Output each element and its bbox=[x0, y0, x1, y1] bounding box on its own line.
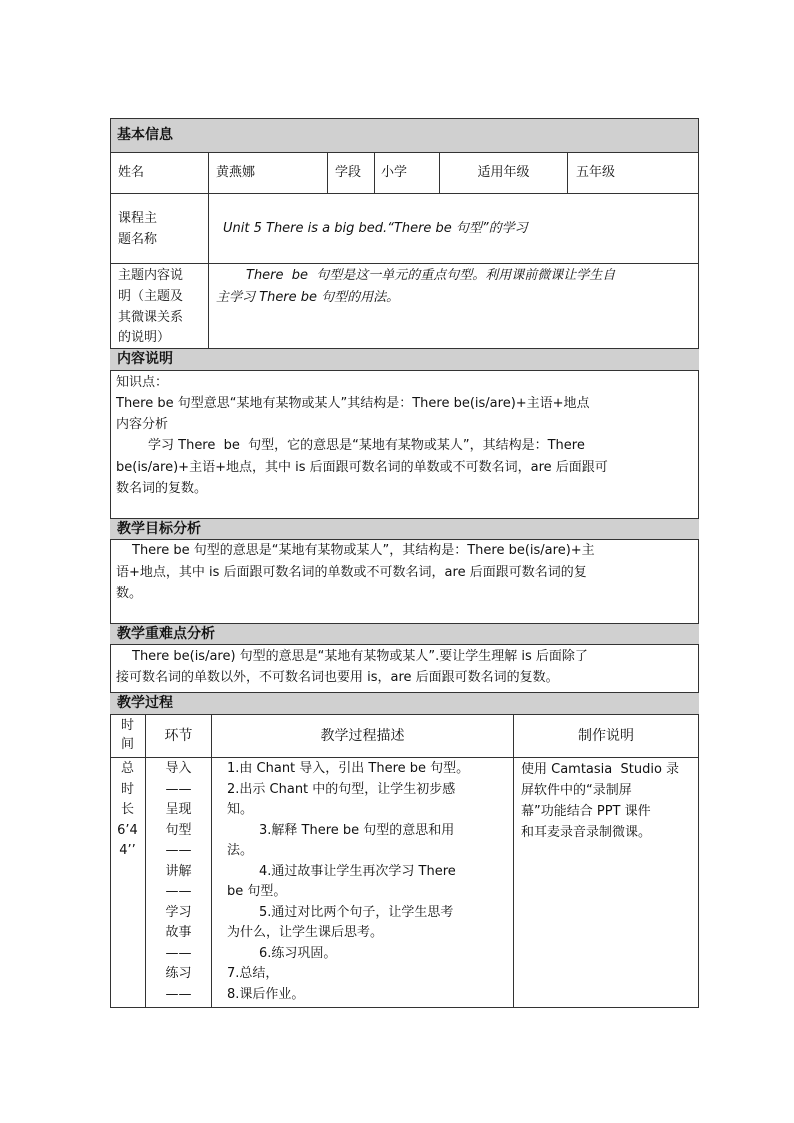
topic-label-line1: 课程主 bbox=[118, 211, 158, 226]
time-column bbox=[110, 759, 145, 862]
keypoints-line1: There be(is/are) 句型的意思是“某地有某物或某人”.要让学生理解 is 后面除了 bbox=[132, 649, 588, 664]
time-char: 总 bbox=[120, 761, 134, 776]
col-time-char-1: 时 bbox=[120, 718, 134, 733]
keypoints-line2: 接可数名词的单数以外，不可数名词也要用 is，are 后面跟可数名词的复数。 bbox=[116, 670, 559, 685]
basic-info-header: 基本信息 bbox=[110, 118, 699, 152]
col-time-char-2: 间 bbox=[120, 737, 134, 752]
knowledge-title: 知识点： bbox=[116, 375, 169, 390]
grade-value: 五年级 bbox=[576, 165, 616, 180]
time-char: 时 bbox=[120, 781, 134, 797]
stage-item: —— bbox=[165, 986, 192, 1002]
col-stage-header: 环节 bbox=[164, 728, 193, 744]
desc-label-line4: 的说明） bbox=[118, 330, 171, 345]
stage-item: 导入 bbox=[165, 761, 192, 776]
name-value: 黄燕娜 bbox=[216, 165, 256, 180]
time-char: 长 bbox=[120, 802, 134, 817]
stage-item: —— bbox=[165, 843, 192, 858]
analysis-line1: 学习 There be 句型，它的意思是“某地有某物或某人”，其结构是：There bbox=[148, 438, 585, 453]
note-line: 屏软件中的“录制屏 bbox=[521, 783, 632, 798]
col-desc-header: 教学过程描述 bbox=[320, 728, 405, 744]
grade-label: 适用年级 bbox=[477, 165, 530, 180]
analysis-title: 内容分析 bbox=[116, 417, 169, 432]
desc-line: 知。 bbox=[227, 802, 254, 817]
stage-item: —— bbox=[165, 945, 192, 961]
stage-item: 句型 bbox=[165, 822, 192, 838]
knowledge-line: There be 句型意思“某地有某物或某人”其结构是：There be(is/are)+主语+地点 bbox=[116, 396, 590, 411]
desc-column bbox=[227, 759, 507, 1005]
analysis-line3: 数名词的复数。 bbox=[116, 481, 208, 496]
desc-line: 2.出示 Chant 中的句型，让学生初步感 bbox=[227, 781, 456, 797]
desc-value-line1: There be 句型是这一单元的重点句型。利用课前微课让学生自 bbox=[246, 268, 616, 283]
desc-line: 4.通过故事让学生再次学习 There bbox=[259, 863, 456, 879]
desc-line: 法。 bbox=[227, 843, 254, 858]
stage-item: —— bbox=[165, 884, 192, 899]
content-header: 内容说明 bbox=[110, 349, 699, 370]
note-line: 和耳麦录音录制微课。 bbox=[521, 825, 652, 840]
desc-label-line2: 明（主题及 bbox=[118, 289, 184, 304]
col-note-header: 制作说明 bbox=[578, 728, 634, 744]
desc-line: 7.总结， bbox=[227, 966, 279, 981]
time-char: 6’4 bbox=[117, 822, 138, 838]
stage-column bbox=[146, 759, 211, 1005]
desc-line: 8.课后作业。 bbox=[227, 986, 305, 1002]
time-char: 4’’ bbox=[119, 843, 136, 858]
stage-value: 小学 bbox=[381, 165, 408, 180]
topic-label-line2: 题名称 bbox=[118, 232, 158, 247]
stage-label: 学段 bbox=[335, 165, 362, 180]
note-column bbox=[521, 759, 695, 843]
topic-value: Unit 5 There is a big bed.“There be 句型”的学习 bbox=[223, 221, 528, 236]
note-line: 使用 Camtasia Studio 录 bbox=[521, 762, 680, 777]
desc-label-line3: 其微课关系 bbox=[118, 310, 184, 325]
goal-header: 教学目标分析 bbox=[110, 519, 699, 539]
stage-item: 练习 bbox=[165, 966, 192, 981]
stage-item: 学习 bbox=[165, 904, 192, 920]
desc-line: 为什么，让学生课后思考。 bbox=[227, 925, 384, 940]
goal-line2: 语+地点，其中 is 后面跟可数名词的单数或不可数名词，are 后面跟可数名词的复 bbox=[116, 565, 587, 580]
note-line: 幕”功能结合 PPT 课件 bbox=[521, 804, 651, 819]
col-time-header bbox=[110, 716, 145, 754]
goal-line3: 数。 bbox=[116, 586, 143, 601]
desc-line: 6.练习巩固。 bbox=[259, 945, 337, 961]
process-header: 教学过程 bbox=[110, 693, 699, 714]
desc-label-line1: 主题内容说 bbox=[118, 268, 184, 283]
keypoints-header: 教学重难点分析 bbox=[110, 624, 699, 644]
name-label: 姓名 bbox=[118, 165, 145, 180]
analysis-line2: be(is/are)+主语+地点，其中 is 后面跟可数名词的单数或不可数名词，are 后面跟可 bbox=[116, 460, 608, 475]
goal-line1: There be 句型的意思是“某地有某物或某人”，其结构是：There be(is/are)+主 bbox=[132, 543, 595, 558]
stage-item: 讲解 bbox=[165, 863, 192, 879]
desc-line: be 句型。 bbox=[227, 884, 287, 899]
stage-item: —— bbox=[165, 781, 192, 797]
stage-item: 故事 bbox=[165, 925, 192, 940]
desc-value-line2: 主学习 There be 句型的用法。 bbox=[216, 290, 400, 305]
desc-line: 3.解释 There be 句型的意思和用 bbox=[259, 822, 455, 838]
stage-item: 呈现 bbox=[165, 802, 192, 817]
desc-line: 1.由 Chant 导入，引出 There be 句型。 bbox=[227, 761, 470, 776]
desc-line: 5.通过对比两个句子，让学生思考 bbox=[259, 904, 454, 920]
